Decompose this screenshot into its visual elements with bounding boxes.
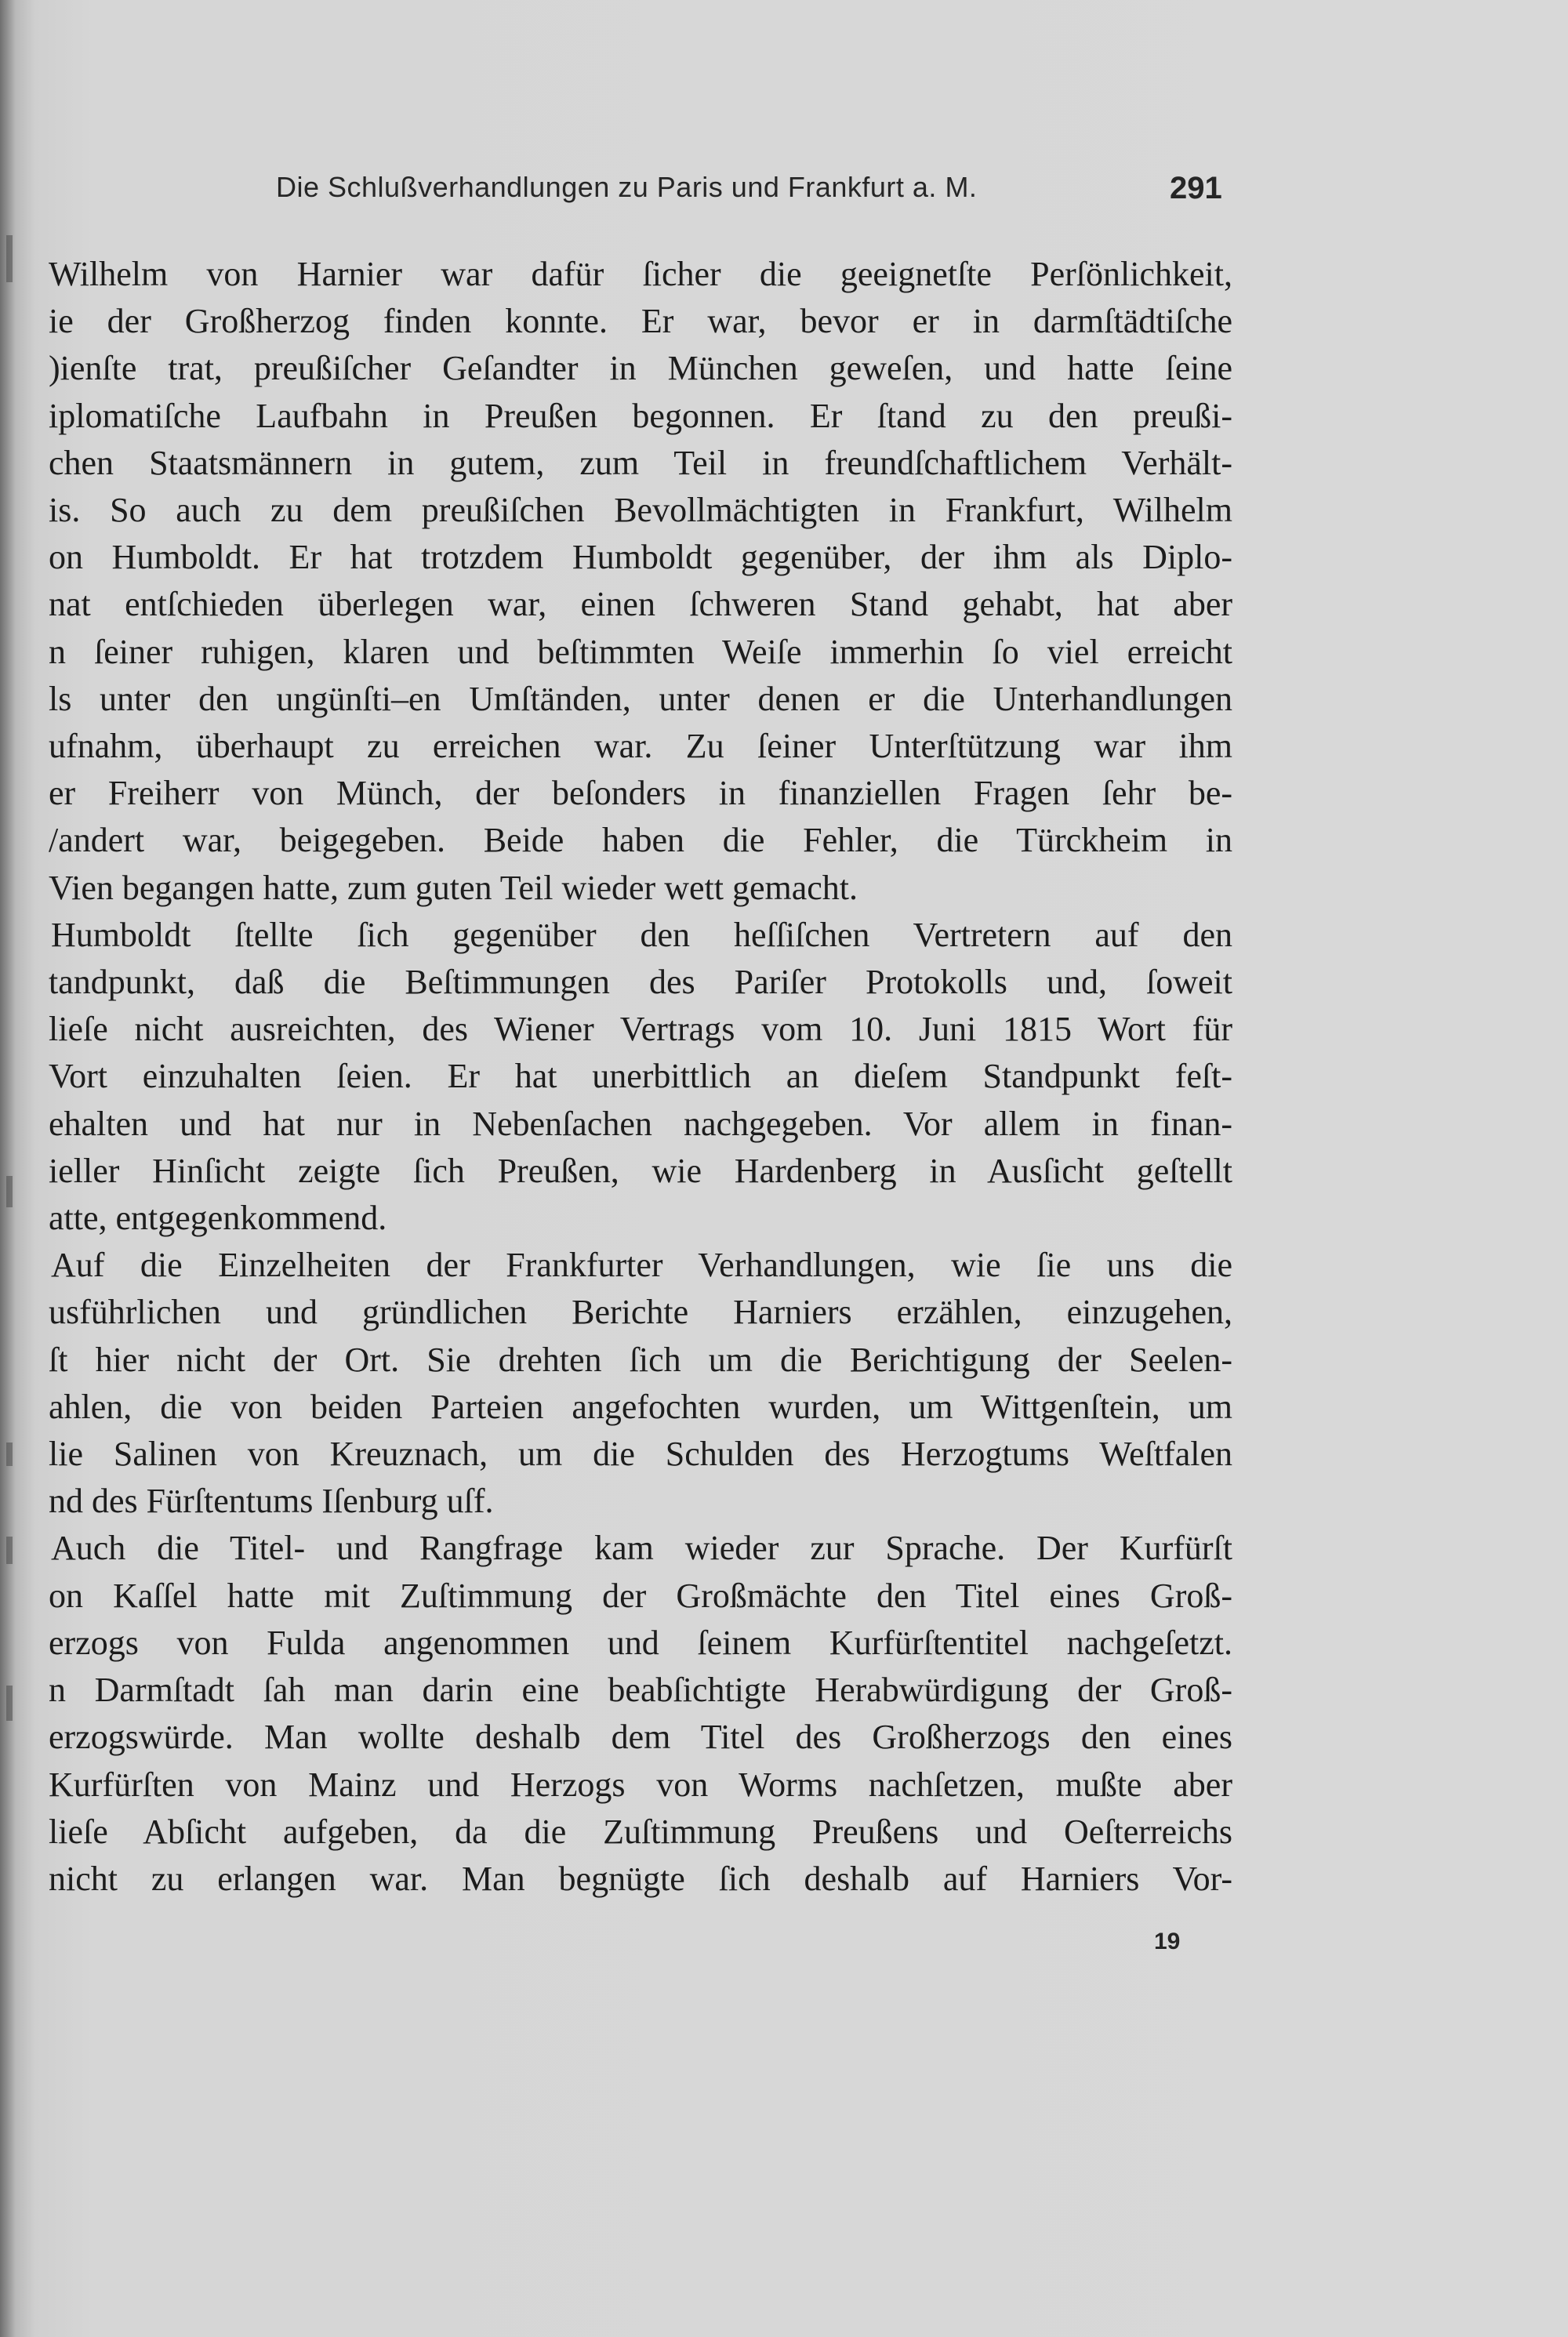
text-line: Humboldt ſtellte ſich gegenüber den heſſiſchen Vertretern auf den (51, 915, 1232, 954)
text-line: Auch die Titel- und Rangfrage kam wieder zur Sprache. Der Kurfürſt (51, 1529, 1232, 1568)
text-line: is. So auch zu dem preußiſchen Bevollmächtigten in Frankfurt, Wilhelm (49, 491, 1232, 530)
binding-edge-mark (6, 1686, 13, 1721)
text-line: ls unter den ungünſti–en Umſtänden, unter denen er die Unterhandlungen (49, 679, 1232, 718)
text-line: chen Staatsmännern in gutem, zum Teil in freundſchaftlichem Verhält- (49, 443, 1232, 482)
text-line: n ſeiner ruhigen, klaren und beſtimmten Weiſe immerhin ſo viel erreicht (49, 632, 1232, 671)
binding-edge-mark (6, 1442, 13, 1466)
text-line: on Kaſſel hatte mit Zuſtimmung der Großmächte den Titel eines Groß- (49, 1576, 1232, 1615)
text-line: ie der Großherzog finden konnte. Er war, bevor er in darmſtädtiſche (49, 302, 1232, 341)
book-page (49, 0, 1568, 2337)
text-line: ieller Hinſicht zeigte ſich Preußen, wie Hardenberg in Ausſicht geſtellt (49, 1151, 1232, 1190)
text-line: atte, entgegenkommend. (49, 1199, 387, 1238)
text-line: on Humboldt. Er hat trotzdem Humboldt gegenüber, der ihm als Diplo- (49, 538, 1232, 577)
text-line: nicht zu erlangen war. Man begnügte ſich deshalb auf Harniers Vor- (49, 1859, 1232, 1898)
page-number: 291 (1170, 171, 1222, 205)
text-line: iplomatiſche Laufbahn in Preußen begonnen. Er ſtand zu den preußi- (49, 396, 1232, 435)
text-line: er Freiherr von Münch, der beſonders in finanziellen Fragen ſehr be- (49, 774, 1232, 813)
text-line: Kurfürſten von Mainz und Herzogs von Worms nachſetzen, mußte aber (49, 1765, 1232, 1804)
signature-mark: 19 (1154, 1929, 1181, 1954)
text-line: lie Salinen von Kreuznach, um die Schulden des Herzogtums Weſtfalen (49, 1435, 1232, 1474)
text-line: usführlichen und gründlichen Berichte Harniers erzählen, einzugehen, (49, 1293, 1232, 1332)
text-line: Auf die Einzelheiten der Frankfurter Verhandlungen, wie ſie uns die (51, 1246, 1232, 1285)
text-line: ahlen, die von beiden Parteien angefochten wurden, um Wittgenſtein, um (49, 1387, 1232, 1426)
running-title: Die Schlußverhandlungen zu Paris und Frankfurt a. M. (276, 171, 978, 203)
text-line: ehalten und hat nur in Nebenſachen nachgegeben. Vor allem in finan- (49, 1104, 1232, 1143)
text-line: lieſe Abſicht aufgeben, da die Zuſtimmung Preußens und Oeſterreichs (49, 1812, 1232, 1851)
text-line: nat entſchieden überlegen war, einen ſchweren Stand gehabt, hat aber (49, 585, 1232, 624)
text-line: lieſe nicht ausreichten, des Wiener Vertrags vom 10. Juni 1815 Wort für (49, 1010, 1232, 1049)
text-line: /andert war, beigegeben. Beide haben die Fehler, die Türckheim in (49, 821, 1232, 860)
text-line: )ienſte trat, preußiſcher Geſandter in München geweſen, und hatte ſeine (49, 349, 1232, 388)
body-text (49, 251, 1232, 1903)
text-line: erzogs von Fulda angenommen und ſeinem Kurfürſtentitel nachgeſetzt. (49, 1623, 1232, 1662)
text-line: ſt hier nicht der Ort. Sie drehten ſich um die Berichtigung der Seelen- (49, 1340, 1232, 1379)
binding-edge-mark (6, 1176, 13, 1207)
text-line: erzogswürde. Man wollte deshalb dem Titel des Großherzogs den eines (49, 1718, 1232, 1757)
text-line: Wilhelm von Harnier war dafür ſicher die geeignetſte Perſönlichkeit, (49, 255, 1232, 293)
binding-edge-mark (6, 235, 13, 282)
text-line: Vien begangen hatte, zum guten Teil wieder wett gemacht. (49, 868, 858, 907)
text-line: nd des Fürſtentums Iſenburg uſf. (49, 1482, 494, 1521)
text-line: tandpunkt, daß die Beſtimmungen des Pariſer Protokolls und, ſoweit (49, 963, 1232, 1002)
text-line: ufnahm, überhaupt zu erreichen war. Zu ſeiner Unterſtützung war ihm (49, 727, 1232, 766)
binding-edge-mark (6, 1537, 13, 1564)
text-line: n Darmſtadt ſah man darin eine beabſichtigte Herabwürdigung der Groß- (49, 1671, 1232, 1710)
text-line: Vort einzuhalten ſeien. Er hat unerbittlich an dieſem Standpunkt feſt- (49, 1057, 1232, 1096)
